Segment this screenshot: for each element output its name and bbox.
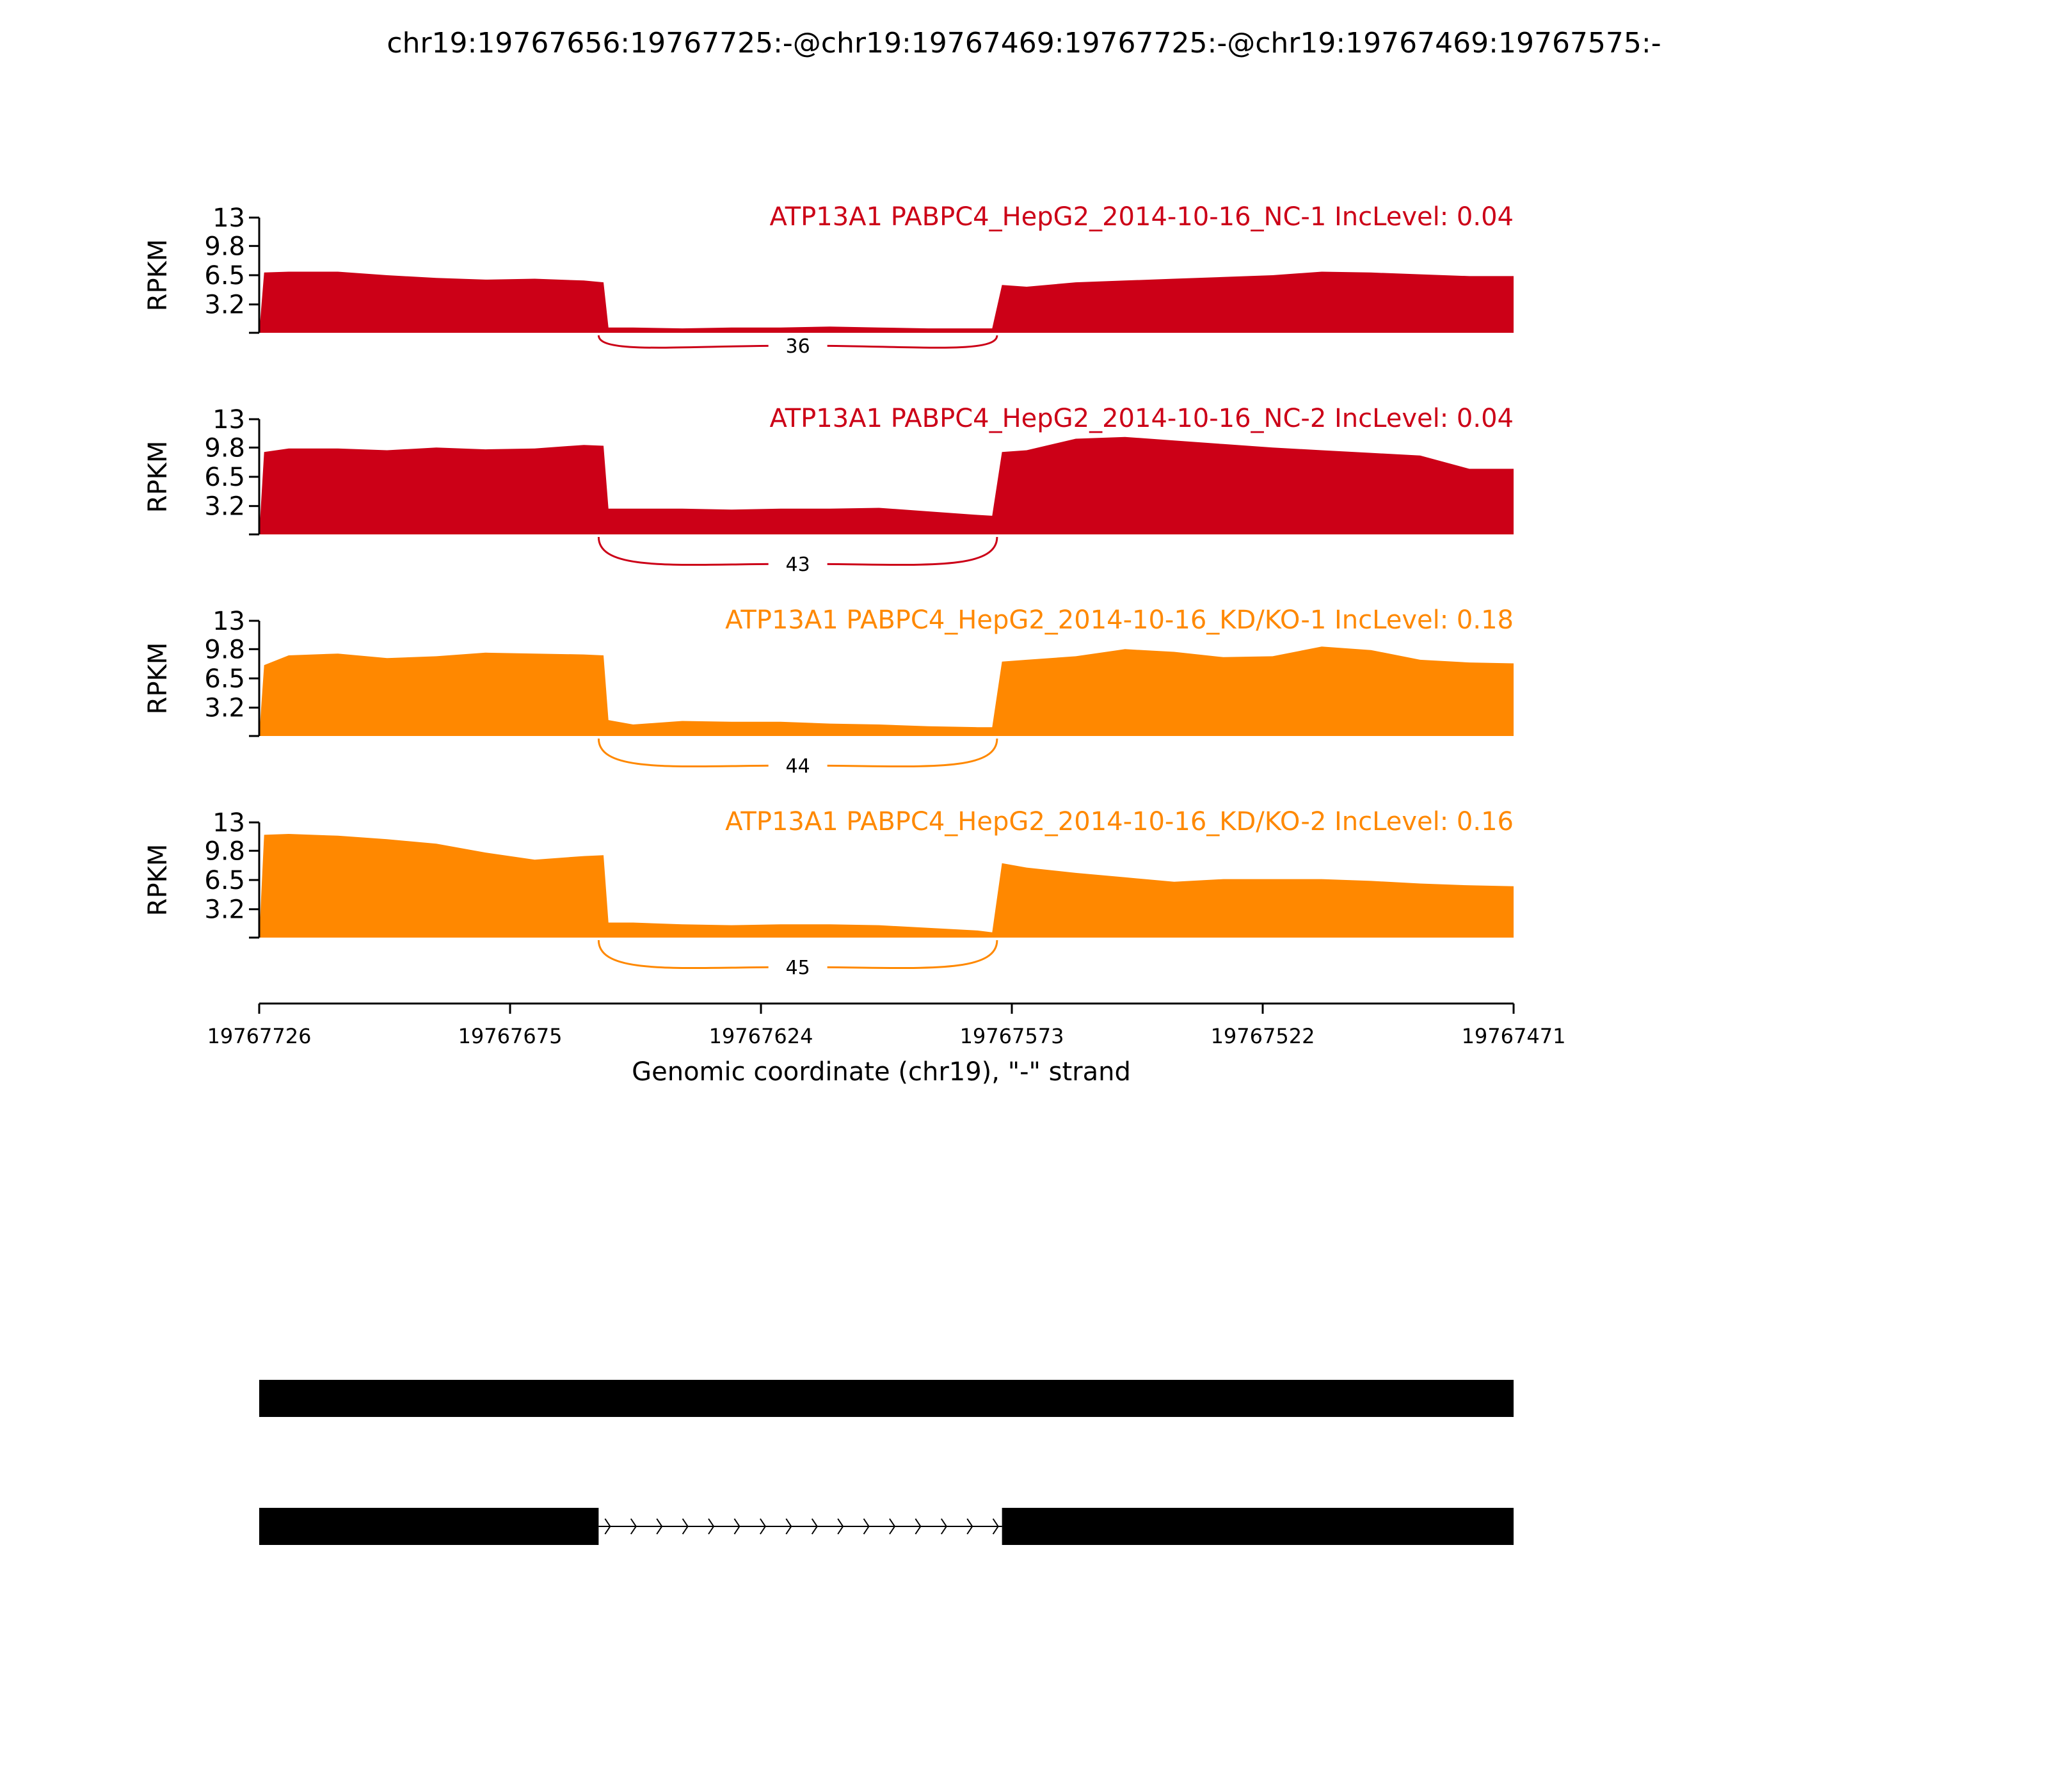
- junction-count: 44: [785, 755, 810, 778]
- coverage-tracks: [143, 202, 1514, 980]
- gene-model: [259, 1380, 1514, 1417]
- y-axis-label: RPKM: [143, 239, 173, 312]
- y-tick-label: 13: [212, 405, 245, 435]
- x-tick-label: 19767675: [458, 1024, 563, 1048]
- track-label: ATP13A1 PABPC4_HepG2_2014-10-16_KD/KO-1 IncLevel: 0.18: [725, 605, 1514, 635]
- coverage-area: [259, 834, 1514, 938]
- y-axis-label: RPKM: [143, 440, 173, 513]
- y-tick-label: 3.2: [204, 895, 245, 925]
- x-axis-label: Genomic coordinate (chr19), "-" strand: [632, 1057, 1131, 1087]
- y-tick-label: 6.5: [204, 664, 245, 694]
- y-tick-label: 3.2: [204, 693, 245, 723]
- track-label: ATP13A1 PABPC4_HepG2_2014-10-16_KD/KO-2 IncLevel: 0.16: [725, 807, 1514, 836]
- coverage-track: [143, 807, 1514, 980]
- y-tick-label: 13: [212, 607, 245, 636]
- y-tick-label: 13: [212, 204, 245, 233]
- junction-count: 45: [785, 957, 810, 979]
- x-tick-label: 19767726: [207, 1024, 312, 1048]
- y-tick-label: 6.5: [204, 866, 245, 895]
- y-tick-label: 9.8: [204, 232, 245, 262]
- exon-block: [1002, 1508, 1514, 1545]
- junction-count: 43: [785, 554, 810, 576]
- coverage-track: [143, 605, 1514, 778]
- coverage-area: [259, 437, 1514, 534]
- x-tick-label: 19767573: [959, 1024, 1064, 1048]
- y-axis-label: RPKM: [143, 844, 173, 916]
- y-tick-label: 6.5: [204, 261, 245, 291]
- y-tick-label: 9.8: [204, 433, 245, 463]
- junction-count: 36: [785, 335, 810, 358]
- x-tick-label: 19767471: [1461, 1024, 1566, 1048]
- track-label: ATP13A1 PABPC4_HepG2_2014-10-16_NC-2 IncLevel: 0.04: [769, 404, 1514, 433]
- y-tick-label: 13: [212, 808, 245, 838]
- track-label: ATP13A1 PABPC4_HepG2_2014-10-16_NC-1 IncLevel: 0.04: [769, 202, 1514, 232]
- y-tick-label: 9.8: [204, 635, 245, 665]
- x-tick-label: 19767522: [1210, 1024, 1315, 1048]
- x-axis: [207, 1004, 1566, 1087]
- x-tick-label: 19767624: [708, 1024, 813, 1048]
- coverage-area: [259, 272, 1514, 333]
- exon-block: [259, 1380, 1514, 1417]
- coverage-track: [143, 202, 1514, 358]
- chart-title: chr19:19767656:19767725:-@chr19:19767469:19767725:-@chr19:19767469:19767575:-: [387, 27, 1661, 60]
- coverage-area: [259, 646, 1514, 736]
- gene-model: [259, 1508, 1514, 1545]
- y-tick-label: 3.2: [204, 492, 245, 522]
- gene-model-panel: [259, 1380, 1514, 1545]
- y-tick-label: 3.2: [204, 290, 245, 320]
- exon-block: [259, 1508, 598, 1545]
- coverage-track: [143, 404, 1514, 577]
- y-axis-label: RPKM: [143, 642, 173, 715]
- y-tick-label: 9.8: [204, 836, 245, 867]
- y-tick-label: 6.5: [204, 463, 245, 492]
